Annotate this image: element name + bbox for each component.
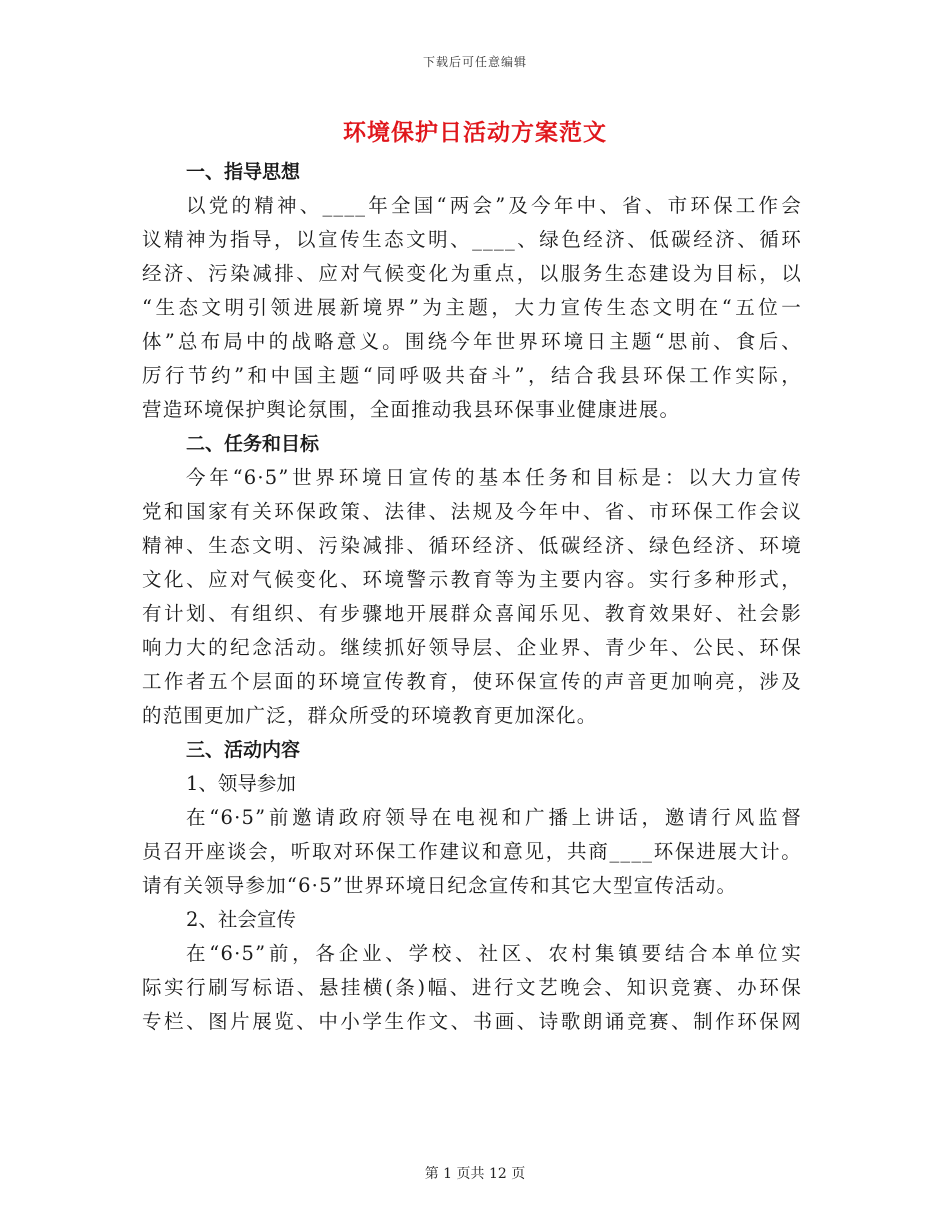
document-title: 环境保护日活动方案范文 <box>343 119 607 146</box>
section-heading-tasks-goals: 二、任务和目标 <box>186 433 320 455</box>
paragraph-leader-participation <box>142 801 802 903</box>
text-line: 有计划、有组织、有步骤地开展群众喜闻乐见、教育效果好、社会影 <box>142 602 802 625</box>
page-footer: 第 1 页共 12 页 <box>424 1166 526 1182</box>
text-line: 在“6·5”前邀请政府领导在电视和广播上讲话，邀请行风监督 <box>186 806 802 829</box>
text-line: 精神、生态文明、污染减排、循环经济、低碳经济、绿色经济、环境 <box>142 534 802 557</box>
document-body <box>142 155 802 1039</box>
text-line: 党和国家有关环保政策、法律、法规及今年中、省、市环保工作会议 <box>142 500 802 523</box>
text-line: 的范围更加广泛，群众所受的环境教育更加深化。 <box>142 704 598 727</box>
text-line: 今年“6·5”世界环境日宣传的基本任务和目标是：以大力宣传 <box>186 466 802 489</box>
text-line: 议精神为指导，以宣传生态文明、____、绿色经济、低碳经济、循环 <box>142 228 802 251</box>
paragraph-guiding-ideology <box>142 189 802 427</box>
section-heading-guiding-ideology: 一、指导思想 <box>186 161 301 183</box>
text-line: 以党的精神、____年全国“两会”及今年中、省、市环保工作会 <box>186 194 802 217</box>
subheading-social-publicity: 2、社会宣传 <box>186 908 296 931</box>
text-line: 员召开座谈会，听取对环保工作建议和意见，共商____环保进展大计。 <box>142 840 802 863</box>
text-line: 经济、污染减排、应对气候变化为重点，以服务生态建设为目标，以 <box>142 262 802 285</box>
text-line: 在“6·5”前，各企业、学校、社区、农村集镇要结合本单位实 <box>186 942 802 965</box>
text-line: 厉行节约”和中国主题“同呼吸共奋斗”，结合我县环保工作实际， <box>142 364 802 387</box>
paragraph-social-publicity <box>142 937 802 1039</box>
text-line: 专栏、图片展览、中小学生作文、书画、诗歌朗诵竞赛、制作环保网 <box>142 1010 802 1033</box>
header-note: 下载后可任意编辑 <box>422 55 527 69</box>
text-line: 请有关领导参加“6·5”世界环境日纪念宣传和其它大型宣传活动。 <box>142 874 738 897</box>
text-line: 体”总布局中的战略意义。围绕今年世界环境日主题“思前、食后、 <box>142 330 802 353</box>
text-line: 文化、应对气候变化、环境警示教育等为主要内容。实行多种形式， <box>142 568 802 591</box>
subheading-leader-participation: 1、领导参加 <box>186 772 296 795</box>
section-heading-activities: 三、活动内容 <box>186 739 301 761</box>
text-line: 营造环境保护舆论氛围，全面推动我县环保事业健康进展。 <box>142 398 681 421</box>
text-line: “生态文明引领进展新境界”为主题，大力宣传生态文明在“五位一 <box>142 296 802 319</box>
paragraph-tasks-goals <box>142 461 802 733</box>
text-line: 响力大的纪念活动。继续抓好领导层、企业界、青少年、公民、环保 <box>142 636 802 659</box>
text-line: 际实行刷写标语、悬挂横(条)幅、进行文艺晚会、知识竞赛、办环保 <box>142 976 802 999</box>
text-line: 工作者五个层面的环境宣传教育，使环保宣传的声音更加响亮，涉及 <box>142 670 802 693</box>
